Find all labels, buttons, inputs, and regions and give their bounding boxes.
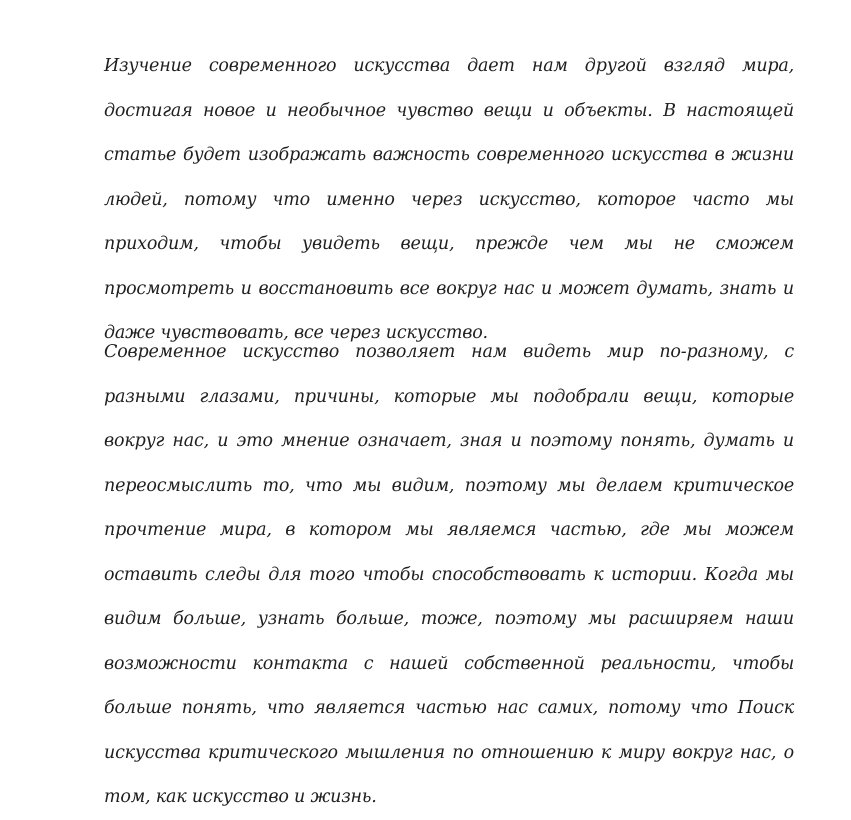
paragraph-2: Современное искусство позволяет нам видеть мир по-разному, с разными глазами, причины, которые мы подобрали вещи, которые вокруг нас, и это мнение означает, зная и поэтому понять, думать и переосмыслить то, что мы видим, поэтому мы делаем критическое прочтение мира, в котором мы являемся частью, где мы можем оставить следы для того чтобы способствовать к истории. Когда мы видим больше, узнать больше, тоже, поэтому мы расширяем наши возможности контакта с нашей собственной реальности, чтобы больше понять, что является частью нас самих, потому что Поиск искусства критического мышления по отношению к миру вокруг нас, о том, как искусство и жизнь. — [104, 342, 794, 807]
paragraph-1: Изучение современного искусства дает нам другой взгляд мира, достигая новое и необычное чувство вещи и объекты. В настоящей статье будет изображать важность современного искусства в жизни людей, потому что именно через искусство, которое часто мы приходим, чтобы увидеть вещи, прежде чем мы не сможем просмотреть и восстановить все вокруг нас и может думать, знать и даже чувствовать, все через искусство. — [104, 56, 794, 343]
